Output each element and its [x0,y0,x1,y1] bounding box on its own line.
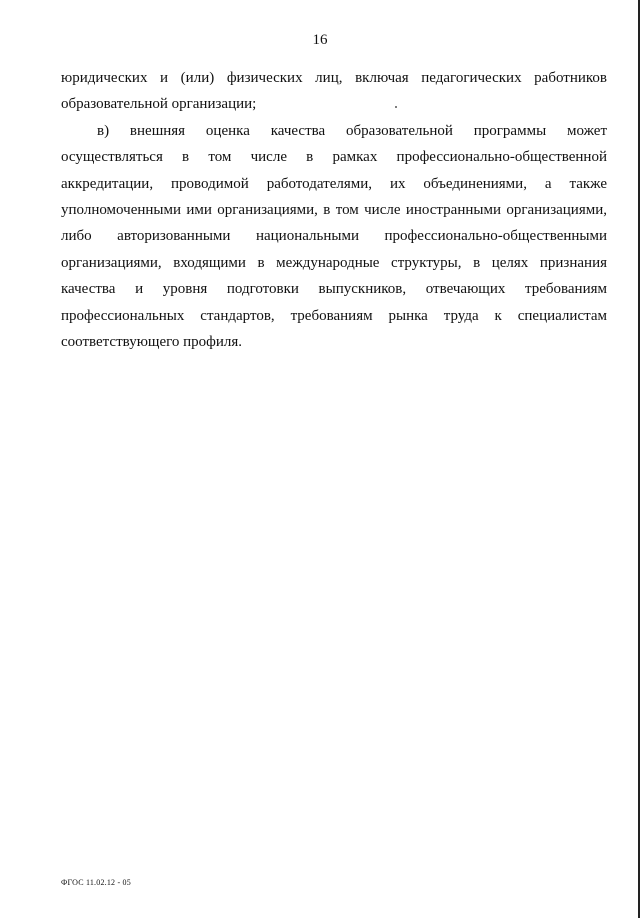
text-line: в) внешняя оценка качества образовательной программы может [97,122,607,139]
text-line: соответствующего профиля. [61,333,243,350]
text-line: уполномоченными ими организациями, в том числе иностранными организациями, [61,201,607,218]
text-line: качества и уровня подготовки выпускников, отвечающих требованиям [61,281,607,298]
text-line: осуществляться в том числе в рамках профессионально-общественной [61,149,607,166]
text-line: юридических и (или) физических лиц, включая педагогических работников [61,70,607,86]
body-text [61,65,607,355]
text-line: либо авторизованными национальными профессионально-общественными [61,228,607,245]
scan-speck [395,106,397,108]
page-number: 16 [312,32,328,48]
text-line: профессиональных стандартов, требованиям рынка труда к специалистам [61,307,607,324]
text-line: образовательной организации; [61,96,257,113]
text-line: организациями, входящими в международные структуры, в целях признания [61,254,607,271]
text-line: аккредитации, проводимой работодателями, их объединениями, а также [61,175,607,192]
document-code-footer: ФГОС 11.02.12 - 05 [61,878,131,887]
